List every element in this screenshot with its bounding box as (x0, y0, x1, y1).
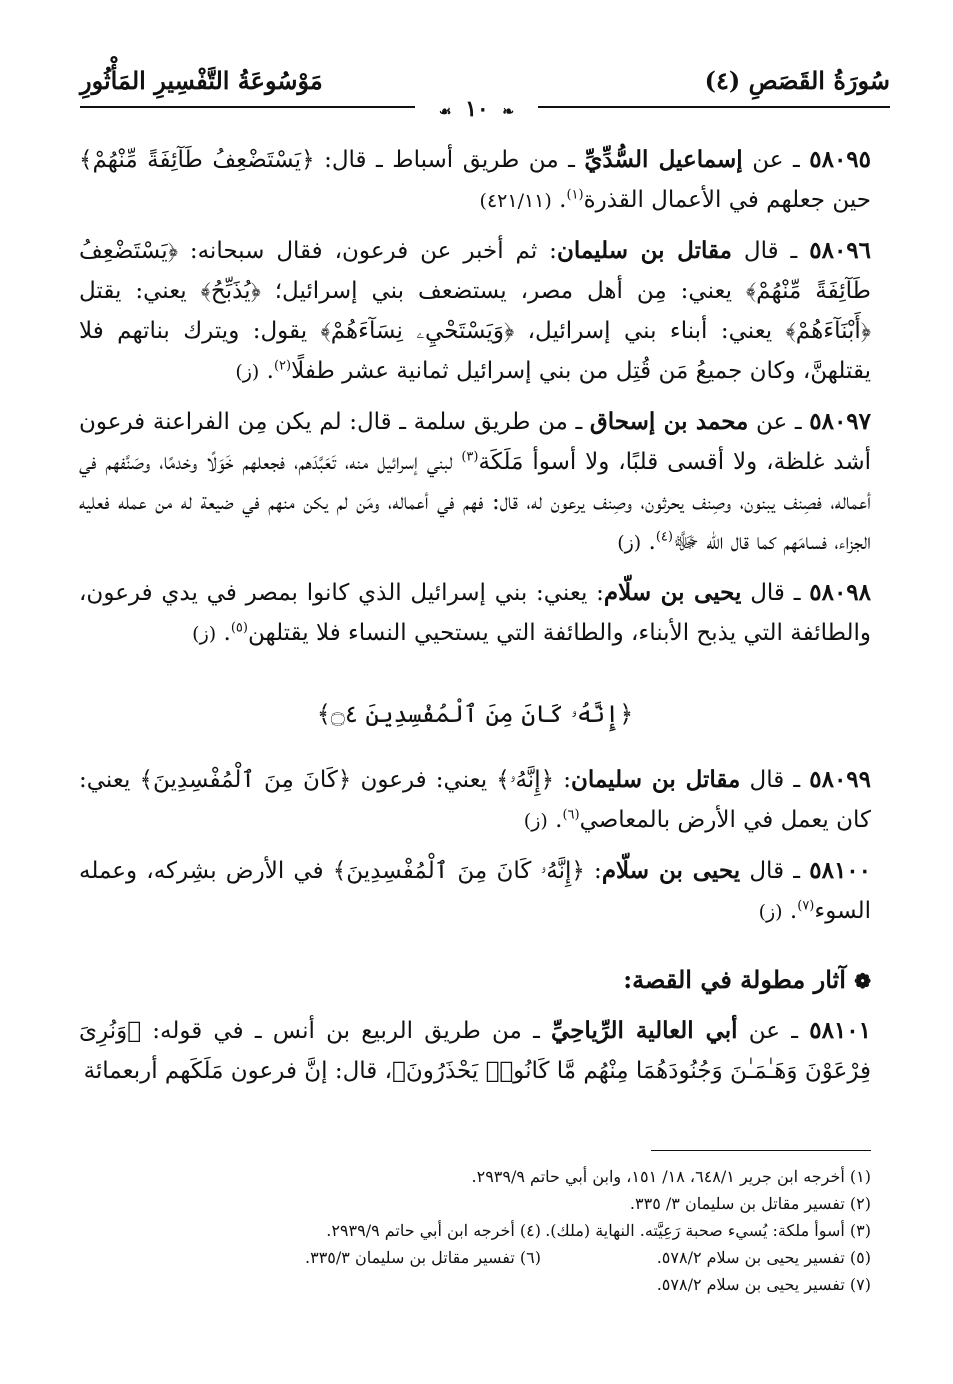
footnote: (٥) تفسير يحيى بن سلام ٥٧٨/٢. (656, 1248, 871, 1267)
source-ref: (ز) (523, 810, 548, 832)
athar-text: : ﴿إِنَّهُۥ كَانَ مِنَ ٱلْمُفْسِدِينَ﴾ في الأرض بشِركه، وعمله السوء (79, 858, 871, 924)
athar-prefix: ـ عن (752, 147, 800, 173)
athar-end: . (266, 358, 274, 384)
page-number-box (415, 96, 538, 122)
narrator-name: مقاتل بن سليمان (556, 237, 732, 264)
athar-end: . (559, 187, 567, 213)
athar-text: : ثم أخبر عن فرعون، فقال سبحانه: ﴿يَسْتَضْعِفُ طَآئِفَةً مِّنْهُمْ﴾ يعني: مِن أهل مصر، يستضعف بني إسرائيل؛ ﴿يُذَبِّحُ﴾ يعني: يقتل ﴿أَبْنَآءَهُمْ﴾ يعني: أبناء بني إسرائيل، ﴿وَيَسْتَحْيِۦ نِسَآءَهُمْ﴾ يقول: ويترك بناتهم فلا يقتلهنَّ، وكان جميعُ مَن قُتِل من بني إسرائيل ثمانية عشر طفلًا (79, 238, 871, 384)
footnote: (٢) تفسير مقاتل بن سليمان ٣/ ٣٣٥. (629, 1194, 871, 1213)
narrator-name: يحيى بن سلّام (603, 579, 742, 606)
athar-paragraph (79, 573, 871, 654)
athar-paragraph (79, 402, 871, 563)
athar-end: . (648, 529, 656, 555)
athar-paragraph (79, 1011, 871, 1091)
footnote: (٦) تفسير مقاتل بن سليمان ٣٣٥/٣. (305, 1248, 541, 1267)
footnote-ref: (٧) (797, 898, 815, 914)
athar-prefix: ـ عن (748, 1018, 798, 1044)
source-ref: (ز) (235, 361, 260, 383)
athar-number: ٥٨١٠٠ (809, 857, 872, 884)
flower-icon: ❁ (854, 969, 871, 993)
footnote-ref: (١) (566, 187, 584, 203)
quran-verse: ﴿إِنَّهُۥ كَانَ مِنَ ٱلْمُفْسِدِينَ ۝٤﴾ (316, 700, 634, 728)
ornament-icon: ☙ (438, 104, 452, 120)
section-heading (79, 960, 871, 1001)
footnote-rule (651, 1150, 871, 1151)
athar-prefix: ـ قال (749, 858, 801, 884)
source-ref: (ز) (617, 532, 642, 554)
athar-paragraph (79, 231, 871, 392)
footnote-ref: (٢) (273, 358, 292, 374)
narrator-name: إسماعيل السُّدِّيِّ (584, 146, 743, 173)
athar-text: ـ من طريق الربيع بن أنس ـ في قوله: ﴿وَنُرِىَ فِرْعَوْنَ وَهَـٰمَـٰنَ وَجُنُودَهُمَا مِنْهُم مَّا كَانُوا۟ يَحْذَرُونَ﴾، قال: إنَّ فرعون مَلَكَهم أربعمائة (79, 1018, 871, 1084)
athar-prefix: ـ قال (743, 238, 798, 264)
athar-end: . (555, 807, 563, 833)
footnote: (٣) أسوأ ملكة: يُسيء صحبة رَعِيَّته. النهاية (ملك). (545, 1221, 871, 1240)
athar-text: : ﴿إِنَّهُۥ﴾ يعني: فرعون ﴿كَانَ مِنَ ٱلْمُفْسِدِينَ﴾ يعني: كان يعمل في الأرض بالمعاصي (79, 767, 871, 833)
athar-paragraph (79, 851, 871, 932)
main-text (79, 140, 871, 1101)
footnote-row (79, 1244, 871, 1271)
book-title: مَوْسُوعَةُ التَّفْسِيرِ المَأْثُورِ (80, 66, 323, 95)
athar-number: ٥٨٠٩٧ (809, 408, 872, 435)
athar-prefix: ـ عن (756, 409, 802, 435)
footnote-ref: (٤) (655, 529, 673, 545)
footnote-ref: (٣) (461, 449, 479, 465)
footnote-ref: (٦) (562, 807, 580, 823)
page-number: ١٠ (465, 96, 489, 122)
narrator-name: أبي العالية الرِّياحِيِّ (551, 1017, 738, 1044)
narrator-name: مقاتل بن سليمان (570, 766, 741, 793)
footnotes (79, 1163, 871, 1298)
athar-text: ـ من طريق سلمة ـ قال: لم يكن مِن الفراعنة فرعون أشد غلظة، ولا أقسى قلبًا، ولا أسوأ مَلَكَة (79, 409, 872, 475)
athar-number: ٥٨١٠١ (809, 1017, 871, 1044)
footnote: (٧) تفسير يحيى بن سلام ٥٧٨/٢. (656, 1275, 871, 1294)
narrator-name: محمد بن إسحاق (589, 408, 749, 435)
athar-prefix: ـ قال (750, 580, 801, 606)
athar-paragraph (79, 140, 871, 221)
athar-paragraph (79, 760, 871, 841)
athar-number: ٥٨٠٩٨ (809, 579, 872, 606)
page-number-row (0, 96, 953, 122)
athar-text: ـ من طريق أسباط ـ قال: ﴿يَسْتَضْعِفُ طَآئِفَةً مِّنْهُمْ﴾ حين جعلهم في الأعمال القذرة (79, 147, 871, 213)
athar-number: ٥٨٠٩٥ (809, 146, 872, 173)
source-ref: (٤٢١/١١) (479, 190, 552, 212)
footnote-ref: (٥) (230, 620, 248, 636)
narrator-name: يحيى بن سلّام (601, 857, 741, 884)
source-ref: (ز) (192, 623, 217, 645)
section-heading-text: آثار مطولة في القصة: (623, 965, 846, 994)
athar-end: . (789, 898, 798, 924)
footnote-row (79, 1217, 871, 1244)
source-ref: (ز) (758, 901, 783, 923)
athar-text: : يعني: بني إسرائيل الذي كانوا بمصر في يدي فرعون، والطائفة التي يذبح الأبناء، والطائفة التي يستحيي النساء فلا يقتلهن (79, 580, 871, 646)
athar-text-continued: لبني إسرائيل منه، تَعَبَّدَهم، فجعلهم خَوَلًا وخدمًا، وصَنَّفهم في أعماله، فصِنف يبنون، وصِنف يحرثون، وصِنف يرعون له، قال: فهم في أعماله، ومَن لم يكن منهم في ضيعة له من عمله فعليه الجزاء، فسامَهم كما قال الله ﷻ (79, 449, 871, 555)
athar-number: ٥٨٠٩٦ (809, 237, 872, 264)
athar-number: ٥٨٠٩٩ (809, 766, 872, 793)
athar-end: . (223, 620, 231, 646)
surah-title: سُورَةُ القَصَصِ (٤) (704, 66, 890, 95)
footnote: (١) أخرجه ابن جرير ٦٤٨/١، ١٨/ ١٥١، وابن أبي حاتم ٢٩٣٩/٩. (471, 1167, 871, 1186)
athar-prefix: ـ قال (749, 767, 801, 793)
footnote: (٤) أخرجه ابن أبي حاتم ٢٩٣٩/٩. (326, 1221, 541, 1240)
ornament-icon: ❧ (502, 104, 515, 120)
